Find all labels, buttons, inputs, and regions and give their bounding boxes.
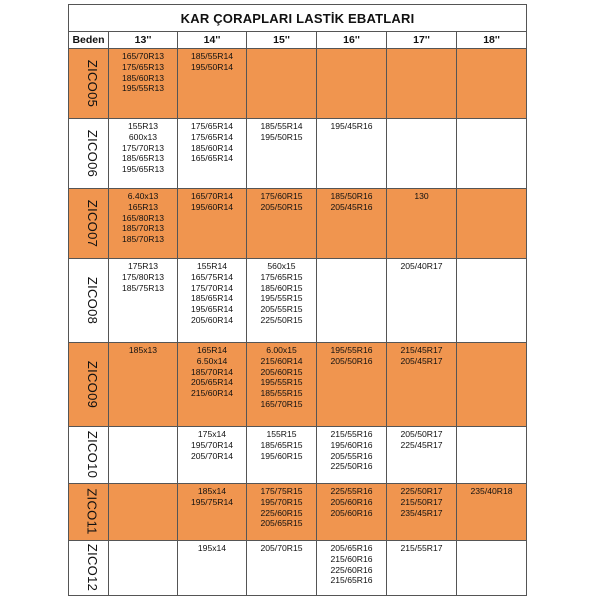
model-code: ZICO10 (85, 430, 101, 479)
tire-size: 205/65R14 (190, 377, 234, 388)
size-cell (247, 484, 317, 541)
tire-size: 185/70R14 (190, 366, 234, 377)
tire-size: 235/45R17 (400, 507, 443, 518)
size-cell (178, 119, 247, 189)
size-header: 13'' (109, 32, 178, 49)
table-row (69, 484, 527, 541)
size-cell (109, 484, 178, 541)
size-cell (387, 343, 457, 427)
tire-size: 205/60R16 (330, 496, 373, 507)
size-cell (247, 189, 317, 259)
table-row (69, 189, 527, 259)
size-cell (109, 49, 178, 119)
tire-size: 175/70R14 (190, 282, 234, 293)
model-code-cell (69, 427, 109, 484)
tire-size: 195/55R16 (330, 345, 373, 355)
model-code: ZICO12 (85, 543, 101, 592)
size-cell (317, 541, 387, 596)
size-cell (109, 189, 178, 259)
tire-size: 175/75R15 (260, 486, 303, 496)
size-cell (387, 427, 457, 484)
size-cell (387, 119, 457, 189)
tire-size: 205/50R16 (330, 355, 373, 366)
tire-size: 205/45R16 (330, 201, 373, 212)
tire-size: 185/60R15 (260, 282, 303, 293)
tire-size: 225/50R17 (400, 486, 443, 496)
size-cell (387, 484, 457, 541)
model-code: ZICO09 (85, 360, 101, 408)
size-cell (317, 484, 387, 541)
tire-size: 205/50R17 (400, 429, 443, 439)
size-cell (457, 343, 527, 427)
tire-size: 195/45R16 (330, 121, 373, 131)
tire-size: 165/70R14 (190, 191, 234, 201)
model-code-cell (69, 119, 109, 189)
tire-size: 600x13 (128, 131, 158, 142)
size-cell (457, 427, 527, 484)
size-cell (317, 49, 387, 119)
model-code: ZICO11 (84, 488, 100, 535)
tire-size: 185/70R13 (121, 234, 165, 245)
size-cell (317, 427, 387, 484)
size-cell (457, 189, 527, 259)
size-cell (457, 49, 527, 119)
size-header: 15'' (247, 32, 317, 49)
tire-size: 560x15 (267, 261, 296, 271)
tire-size: 175/70R13 (121, 142, 165, 153)
tire-size: 215/60R14 (260, 355, 303, 366)
model-code-cell (69, 484, 109, 541)
tire-size: 185/55R14 (260, 121, 303, 131)
size-cell (247, 259, 317, 343)
tire-size: 195/50R14 (190, 61, 234, 72)
tire-size: 155R15 (266, 429, 297, 439)
tire-size: 175/65R15 (260, 271, 303, 282)
model-code-cell (69, 343, 109, 427)
size-cell (109, 343, 178, 427)
tire-size: 195/50R15 (260, 131, 303, 142)
tire-size: 175/80R13 (121, 271, 165, 282)
table-row (69, 49, 527, 119)
size-cell (247, 119, 317, 189)
tire-size: 205/45R17 (400, 355, 443, 366)
tire-size: 195/70R14 (190, 439, 234, 450)
tire-size: 185/65R13 (121, 153, 165, 164)
size-cell (317, 189, 387, 259)
tire-size: 6.40x13 (127, 191, 159, 201)
table-row (69, 541, 527, 596)
size-cell (178, 484, 247, 541)
tire-size: 205/60R15 (260, 366, 303, 377)
size-cell (387, 189, 457, 259)
size-cell (178, 259, 247, 343)
tire-size: 195/75R14 (190, 496, 234, 507)
tire-size: 225/50R16 (330, 461, 373, 472)
tire-size: 215/60R14 (190, 388, 234, 399)
tire-size: 225/60R16 (330, 564, 373, 575)
tire-size: 195/55R13 (121, 83, 165, 94)
size-cell (317, 259, 387, 343)
tire-size: 185/55R15 (260, 388, 303, 399)
tire-size: 215/55R17 (400, 543, 443, 553)
tire-size: 205/70R15 (260, 543, 303, 553)
model-code: ZICO05 (85, 59, 101, 107)
tire-size: 175/65R13 (121, 61, 165, 72)
tire-size: 195/55R15 (260, 293, 303, 304)
tire-size: 195/60R15 (260, 450, 303, 461)
tire-size: 175/65R14 (190, 131, 234, 142)
size-cell (109, 541, 178, 596)
tire-size: 165R14 (196, 345, 228, 355)
tire-size: 175R13 (127, 261, 159, 271)
tire-size: 185x14 (197, 486, 227, 496)
tire-size: 175x14 (197, 429, 227, 439)
size-cell (317, 343, 387, 427)
tire-size: 155R13 (127, 121, 159, 131)
tire-size: 205/65R16 (330, 543, 373, 553)
tire-size: 205/70R14 (190, 450, 234, 461)
size-cell (247, 541, 317, 596)
tire-size: 195/55R15 (260, 377, 303, 388)
tire-size: 165/65R14 (190, 153, 234, 164)
tire-size: 175/65R14 (190, 121, 234, 131)
tire-size: 130 (414, 191, 429, 201)
tire-size: 205/60R14 (190, 314, 234, 325)
tire-size: 175/60R15 (260, 191, 303, 201)
size-cell (387, 541, 457, 596)
tire-size: 215/65R16 (330, 575, 373, 586)
tire-size: 205/55R16 (330, 450, 373, 461)
tire-size-table (68, 4, 527, 596)
tire-size: 195x14 (197, 543, 227, 553)
size-cell (387, 259, 457, 343)
table-row (69, 427, 527, 484)
size-cell (457, 259, 527, 343)
tire-size: 185/50R16 (330, 191, 373, 201)
size-cell (387, 49, 457, 119)
tire-size: 195/60R16 (330, 439, 373, 450)
size-header: 18'' (457, 32, 527, 49)
tire-size: 165/80R13 (121, 212, 165, 223)
size-cell (178, 541, 247, 596)
size-cell (178, 427, 247, 484)
model-code: ZICO08 (85, 276, 101, 324)
model-code-cell (69, 49, 109, 119)
size-cell (457, 484, 527, 541)
size-header: 16'' (317, 32, 387, 49)
size-cell (247, 343, 317, 427)
tire-size: 6.00x15 (266, 345, 297, 355)
tire-size: 225/55R16 (330, 486, 373, 496)
table-row (69, 343, 527, 427)
tire-size: 205/65R15 (260, 518, 303, 529)
tire-size: 155R14 (196, 261, 228, 271)
table-title: KAR ÇORAPLARI LASTİK EBATLARI (69, 5, 527, 32)
table-row (69, 119, 527, 189)
tire-size: 195/65R13 (121, 164, 165, 175)
tire-size: 165/70R13 (121, 51, 165, 61)
size-cell (457, 541, 527, 596)
tire-size: 165R13 (127, 201, 159, 212)
tire-size: 215/45R17 (400, 345, 443, 355)
tire-size: 185/75R13 (121, 282, 165, 293)
tire-size: 195/70R15 (260, 496, 303, 507)
tire-size: 185/55R14 (190, 51, 234, 61)
size-cell (178, 189, 247, 259)
tire-size: 215/55R16 (330, 429, 373, 439)
tire-size: 225/50R15 (260, 314, 303, 325)
tire-size: 6.50x14 (196, 355, 228, 366)
tire-size: 185/70R13 (121, 223, 165, 234)
table-row (69, 259, 527, 343)
tire-size: 195/60R14 (190, 201, 234, 212)
tire-size: 185/60R14 (190, 142, 234, 153)
size-cell (109, 259, 178, 343)
size-cell (317, 119, 387, 189)
model-code-cell (69, 541, 109, 596)
tire-size: 215/60R16 (330, 553, 373, 564)
size-cell (457, 119, 527, 189)
tire-size: 215/50R17 (400, 496, 443, 507)
tire-size: 165/70R15 (260, 398, 303, 409)
model-code-cell (69, 189, 109, 259)
size-cell (178, 49, 247, 119)
tire-size: 205/60R16 (330, 507, 373, 518)
tire-size: 185/65R14 (190, 293, 234, 304)
model-code: ZICO06 (85, 129, 101, 177)
size-cell (247, 49, 317, 119)
size-cell (178, 343, 247, 427)
tire-size: 205/40R17 (400, 261, 443, 271)
size-cell (109, 119, 178, 189)
beden-header: Beden (69, 32, 109, 49)
tire-size: 185/60R13 (121, 72, 165, 83)
tire-size: 225/45R17 (400, 439, 443, 450)
size-cell (109, 427, 178, 484)
size-header: 17'' (387, 32, 457, 49)
model-code-cell (69, 259, 109, 343)
tire-size: 185/65R15 (260, 439, 303, 450)
tire-size: 205/50R15 (260, 201, 303, 212)
size-header: 14'' (178, 32, 247, 49)
tire-size: 185x13 (128, 345, 158, 355)
tire-size: 165/75R14 (190, 271, 234, 282)
header-row (69, 32, 527, 49)
size-cell (247, 427, 317, 484)
model-code: ZICO07 (85, 199, 101, 247)
tire-size: 225/60R15 (260, 507, 303, 518)
tire-size: 195/65R14 (190, 304, 234, 315)
tire-size: 235/40R18 (470, 486, 513, 496)
tire-size: 205/55R15 (260, 304, 303, 315)
